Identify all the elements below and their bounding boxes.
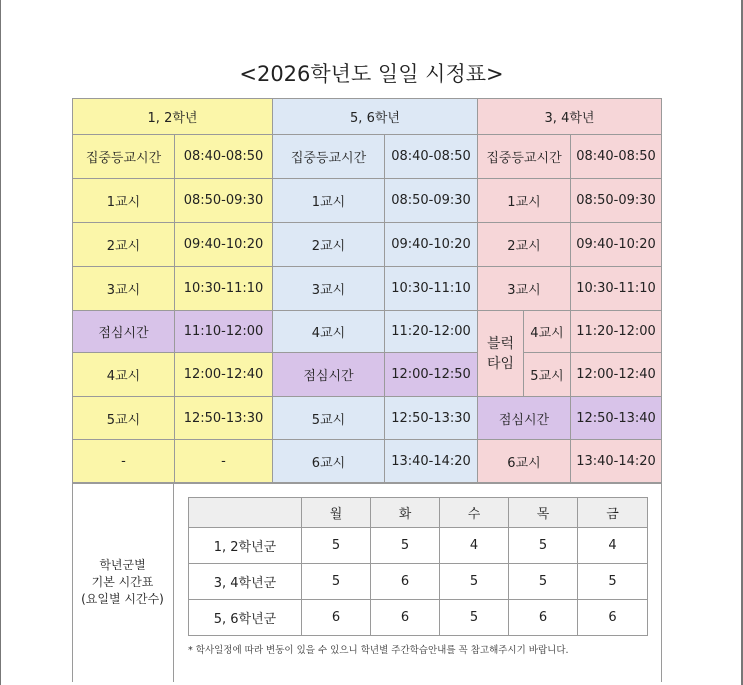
g56-label: 2교시	[273, 223, 385, 267]
g12-lunch-time: 11:10-12:00	[175, 311, 273, 353]
weekly-label-line2: 기본 시간표	[91, 575, 154, 589]
weekly-label-line1: 학년군별	[99, 558, 146, 572]
g12-label: 4교시	[73, 353, 175, 397]
weekly-label-line3: (요일별 시간수)	[81, 592, 164, 606]
weekly-day-header: 수	[440, 498, 509, 528]
g34-time: 09:40-10:20	[571, 223, 662, 267]
g56-label: 1교시	[273, 179, 385, 223]
g34-time: 12:00-12:40	[571, 353, 662, 397]
weekly-count: 5	[440, 564, 509, 600]
g34-label: 1교시	[478, 179, 571, 223]
page-title: <2026학년도 일일 시정표>	[239, 62, 504, 86]
g12-label: -	[73, 440, 175, 483]
g34-label: 2교시	[478, 223, 571, 267]
g56-time: 11:20-12:00	[385, 311, 478, 353]
weekly-day-header: 목	[509, 498, 578, 528]
g12-label: 5교시	[73, 397, 175, 440]
g12-label: 2교시	[73, 223, 175, 267]
block-time-line2: 타임	[486, 355, 515, 372]
g12-label: 1교시	[73, 179, 175, 223]
g56-label: 6교시	[273, 440, 385, 483]
weekly-count: 6	[578, 600, 648, 636]
weekly-group-label: 3, 4학년군	[189, 564, 302, 600]
g56-lunch-label: 점심시간	[273, 353, 385, 397]
g12-time: 10:30-11:10	[175, 267, 273, 311]
g56-time: 13:40-14:20	[385, 440, 478, 483]
g34-lunch-time: 12:50-13:40	[571, 397, 662, 440]
block-time-line1: 블럭	[486, 335, 515, 352]
g34-label: 4교시	[524, 311, 571, 353]
g12-label: 3교시	[73, 267, 175, 311]
g34-label: 3교시	[478, 267, 571, 311]
g56-lunch-time: 12:00-12:50	[385, 353, 478, 397]
weekly-count: 6	[371, 564, 440, 600]
weekly-day-header: 금	[578, 498, 648, 528]
g56-time: 12:50-13:30	[385, 397, 478, 440]
weekly-hours-label	[72, 483, 174, 682]
weekly-count: 6	[302, 600, 371, 636]
weekly-count: 6	[371, 600, 440, 636]
g34-lunch-label: 점심시간	[478, 397, 571, 440]
weekly-group-label: 5, 6학년군	[189, 600, 302, 636]
weekly-count: 4	[440, 528, 509, 564]
g56-label: 4교시	[273, 311, 385, 353]
header-grade-1-2: 1, 2학년	[73, 99, 273, 135]
g12-time: -	[175, 440, 273, 483]
g12-time: 08:40-08:50	[175, 135, 273, 179]
weekly-day-header: 화	[371, 498, 440, 528]
weekly-count: 5	[509, 528, 578, 564]
g12-lunch-label: 점심시간	[73, 311, 175, 353]
g56-label: 3교시	[273, 267, 385, 311]
weekly-corner	[189, 498, 302, 528]
block-time-label	[478, 311, 524, 397]
g12-time: 09:40-10:20	[175, 223, 273, 267]
g56-label: 5교시	[273, 397, 385, 440]
weekly-count: 5	[302, 564, 371, 600]
weekly-count: 5	[302, 528, 371, 564]
g34-time: 10:30-11:10	[571, 267, 662, 311]
g34-time: 08:50-09:30	[571, 179, 662, 223]
g34-time: 08:40-08:50	[571, 135, 662, 179]
weekly-count: 4	[578, 528, 648, 564]
g34-label: 6교시	[478, 440, 571, 483]
weekly-count: 5	[371, 528, 440, 564]
g56-time: 10:30-11:10	[385, 267, 478, 311]
g56-time: 08:40-08:50	[385, 135, 478, 179]
footnote: * 학사일정에 따라 변동이 있을 수 있으니 학년별 주간학습안내를 꼭 참고해주시기 바랍니다.	[188, 645, 569, 656]
header-grade-3-4: 3, 4학년	[478, 99, 662, 135]
g12-time: 08:50-09:30	[175, 179, 273, 223]
g34-label: 집중등교시간	[478, 135, 571, 179]
g12-label: 집중등교시간	[73, 135, 175, 179]
g56-time: 08:50-09:30	[385, 179, 478, 223]
g12-time: 12:50-13:30	[175, 397, 273, 440]
weekly-count: 5	[578, 564, 648, 600]
header-grade-5-6: 5, 6학년	[273, 99, 478, 135]
weekly-count: 6	[509, 600, 578, 636]
g34-time: 11:20-12:00	[571, 311, 662, 353]
weekly-count: 5	[440, 600, 509, 636]
g12-time: 12:00-12:40	[175, 353, 273, 397]
weekly-day-header: 월	[302, 498, 371, 528]
g34-time: 13:40-14:20	[571, 440, 662, 483]
g34-label: 5교시	[524, 353, 571, 397]
g56-label: 집중등교시간	[273, 135, 385, 179]
frame-left-border	[0, 0, 1, 685]
g56-time: 09:40-10:20	[385, 223, 478, 267]
weekly-group-label: 1, 2학년군	[189, 528, 302, 564]
weekly-count: 5	[509, 564, 578, 600]
